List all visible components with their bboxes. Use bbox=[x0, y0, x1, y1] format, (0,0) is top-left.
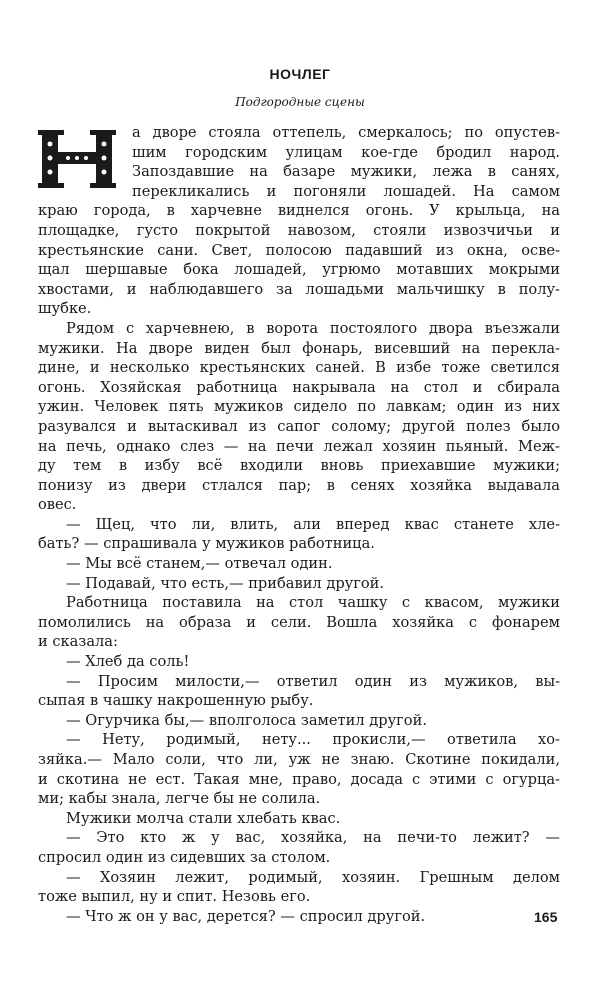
text-line: ду тем в избу всё входили вновь приехавшие мужики; bbox=[38, 457, 560, 475]
text-line: — Хозяин лежит, родимый, хозяин. Грешным делом bbox=[66, 868, 560, 886]
text-line: ми; кабы знала, легче бы не солила. bbox=[38, 790, 321, 808]
text-line: шубке. bbox=[38, 300, 92, 318]
text-line: а дворе стояла оттепель, смеркалось; по опустев- bbox=[132, 124, 560, 141]
text-line: мужики. На дворе виден был фонарь, висевший на перекла- bbox=[38, 339, 560, 357]
text-line: и сказала: bbox=[38, 633, 118, 651]
text-line: Запоздавшие на базаре мужики, лежа в санях, bbox=[132, 163, 560, 181]
text-line: Мужики молча стали хлебать квас. bbox=[66, 809, 341, 827]
text-line: овес. bbox=[38, 496, 77, 514]
text-line: — Огурчика бы,— вполголоса заметил другой. bbox=[66, 711, 427, 729]
text-line: краю города, в харчевне виднелся огонь. У крыльца, на bbox=[38, 202, 560, 220]
text-line: зяйка.— Мало соли, что ли, уж не знаю. Скотине покидали, bbox=[38, 751, 560, 768]
text-line: помолились на образа и сели. Вошла хозяйка с фонарем bbox=[38, 613, 560, 631]
text-line: ужин. Человек пять мужиков сидело по лавкам; один из них bbox=[38, 398, 560, 416]
text-line: Рядом с харчевнею, в ворота постоялого двора въезжали bbox=[66, 319, 560, 337]
text-line: Работница поставила на стол чашку с квасом, мужики bbox=[66, 594, 560, 612]
text-line: на печь, однако слез — на печи лежал хозяин пьяный. Меж- bbox=[38, 437, 560, 455]
text-line: — Мы всё станем,— отвечал один. bbox=[66, 555, 333, 573]
chapter-subtitle: Подгородные сцены bbox=[235, 95, 365, 109]
text-line: шим городским улицам кое-где бродил народ. bbox=[132, 143, 560, 161]
text-line: спросил один из сидевших за столом. bbox=[38, 848, 331, 866]
text-line: разувался и вытаскивал из сапог солому; другой полез было bbox=[38, 417, 560, 435]
chapter-title: НОЧЛЕГ bbox=[269, 66, 331, 82]
text-line: — Подавай, что есть,— прибавил другой. bbox=[66, 574, 385, 592]
text-line: крестьянские сани. Свет, полосою падавший из окна, осве- bbox=[38, 241, 560, 259]
text-line: — Просим милости,— ответил один из мужиков, вы- bbox=[66, 672, 560, 690]
text-line: — Это кто ж у вас, хозяйка, на печи-то лежит? — bbox=[66, 829, 560, 847]
text-line: сыпая в чашку накрошенную рыбу. bbox=[38, 692, 314, 710]
text-line: — Что ж он у вас, дерется? — спросил другой. bbox=[66, 907, 426, 925]
text-line: щал шершавые бока лошадей, угрюмо мотавших мокрыми bbox=[38, 261, 560, 279]
text-line: — Хлеб да соль! bbox=[66, 653, 190, 671]
text-line: площадке, густо покрытой навозом, стояли извозчичьи и bbox=[38, 221, 560, 239]
text-line: бать? — спрашивала у мужиков работница. bbox=[38, 535, 375, 553]
page-number: 165 bbox=[534, 909, 558, 925]
text-line: — Нету, родимый, нету... прокисли,— ответила хо- bbox=[66, 731, 560, 749]
text-line: и скотина не ест. Такая мне, право, досада с этими с огурца- bbox=[38, 770, 560, 788]
text-line: тоже выпил, ну и спит. Незовь его. bbox=[38, 888, 311, 906]
text-line: огонь. Хозяйская работница накрывала на стол и сбирала bbox=[38, 378, 560, 396]
chapter-text bbox=[38, 123, 560, 926]
text-line: хвостами, и наблюдавшего за лошадьми мальчишку в полу- bbox=[38, 280, 560, 298]
text-line: — Щец, что ли, влить, али вперед квас станете хле- bbox=[66, 515, 560, 533]
text-line: дине, и несколько крестьянских саней. В избе тоже светился bbox=[38, 359, 560, 377]
text-line: перекликались и погоняли лошадей. На самом bbox=[132, 182, 560, 200]
text-line: понизу из двери стлался пар; в сенях хозяйка выдавала bbox=[38, 476, 560, 494]
